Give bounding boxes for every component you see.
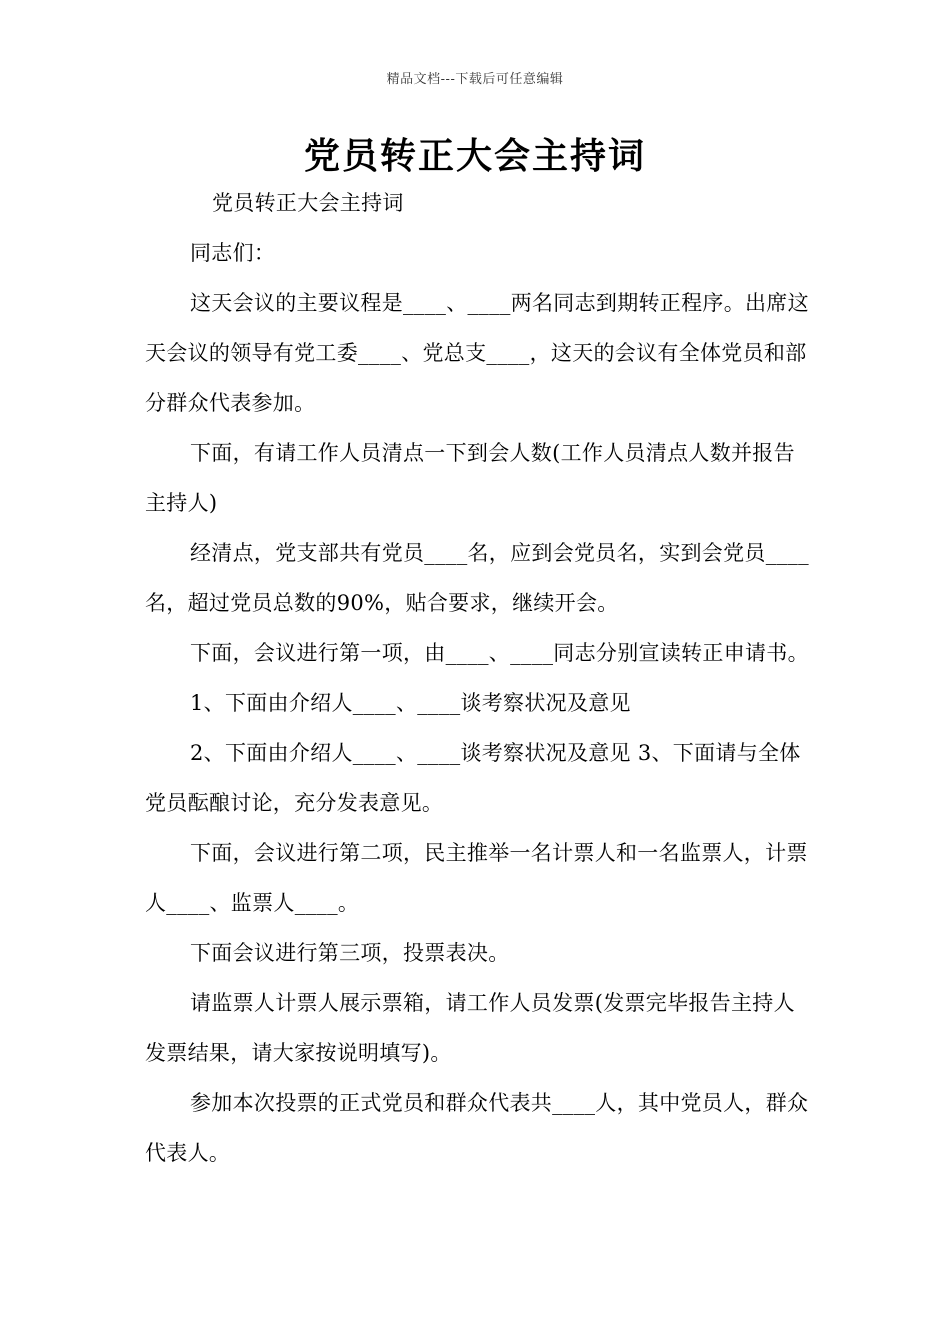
page-header-note: 精品文档---下载后可任意编辑 [386,72,564,87]
voter-count-paragraph: 参加本次投票的正式党员和群众代表共____人，其中党员人，群众代表人。 [145,1091,809,1165]
ballot-paragraph: 请监票人计票人展示票箱，请工作人员发票(发票完毕报告主持人发票结果，请大家按说明填写)。 [145,991,795,1065]
item-two-paragraph: 下面，会议进行第二项，民主推举一名计票人和一名监票人，计票人____、监票人____。 [145,841,808,915]
agenda-paragraph: 这天会议的主要议程是____、____两名同志到期转正程序。出席这天会议的领导有党工委____、党总支____，这天的会议有全体党员和部分群众代表参加。 [145,291,809,415]
headcount-request-paragraph: 下面，有请工作人员清点一下到会人数(工作人员清点人数并报告主持人) [145,441,795,515]
document-body [145,178,810,1178]
introducer-two-paragraph: 2、下面由介绍人____、____谈考察状况及意见 3、下面请与全体党员酝酿讨论，充分发表意见。 [145,741,801,815]
subtitle-paragraph: 党员转正大会主持词 [212,191,404,215]
introducer-one-paragraph: 1、下面由介绍人____、____谈考察状况及意见 [190,691,631,715]
item-three-paragraph: 下面会议进行第三项，投票表决。 [190,941,510,965]
headcount-result-paragraph: 经清点，党支部共有党员____名，应到会党员名，实到会党员____名，超过党员总数的90%，贴合要求，继续开会。 [145,541,809,615]
item-one-paragraph: 下面，会议进行第一项，由____、____同志分别宣读转正申请书。 [190,641,809,665]
greeting-paragraph: 同志们： [190,241,276,265]
document-title: 党员转正大会主持词 [303,136,646,177]
